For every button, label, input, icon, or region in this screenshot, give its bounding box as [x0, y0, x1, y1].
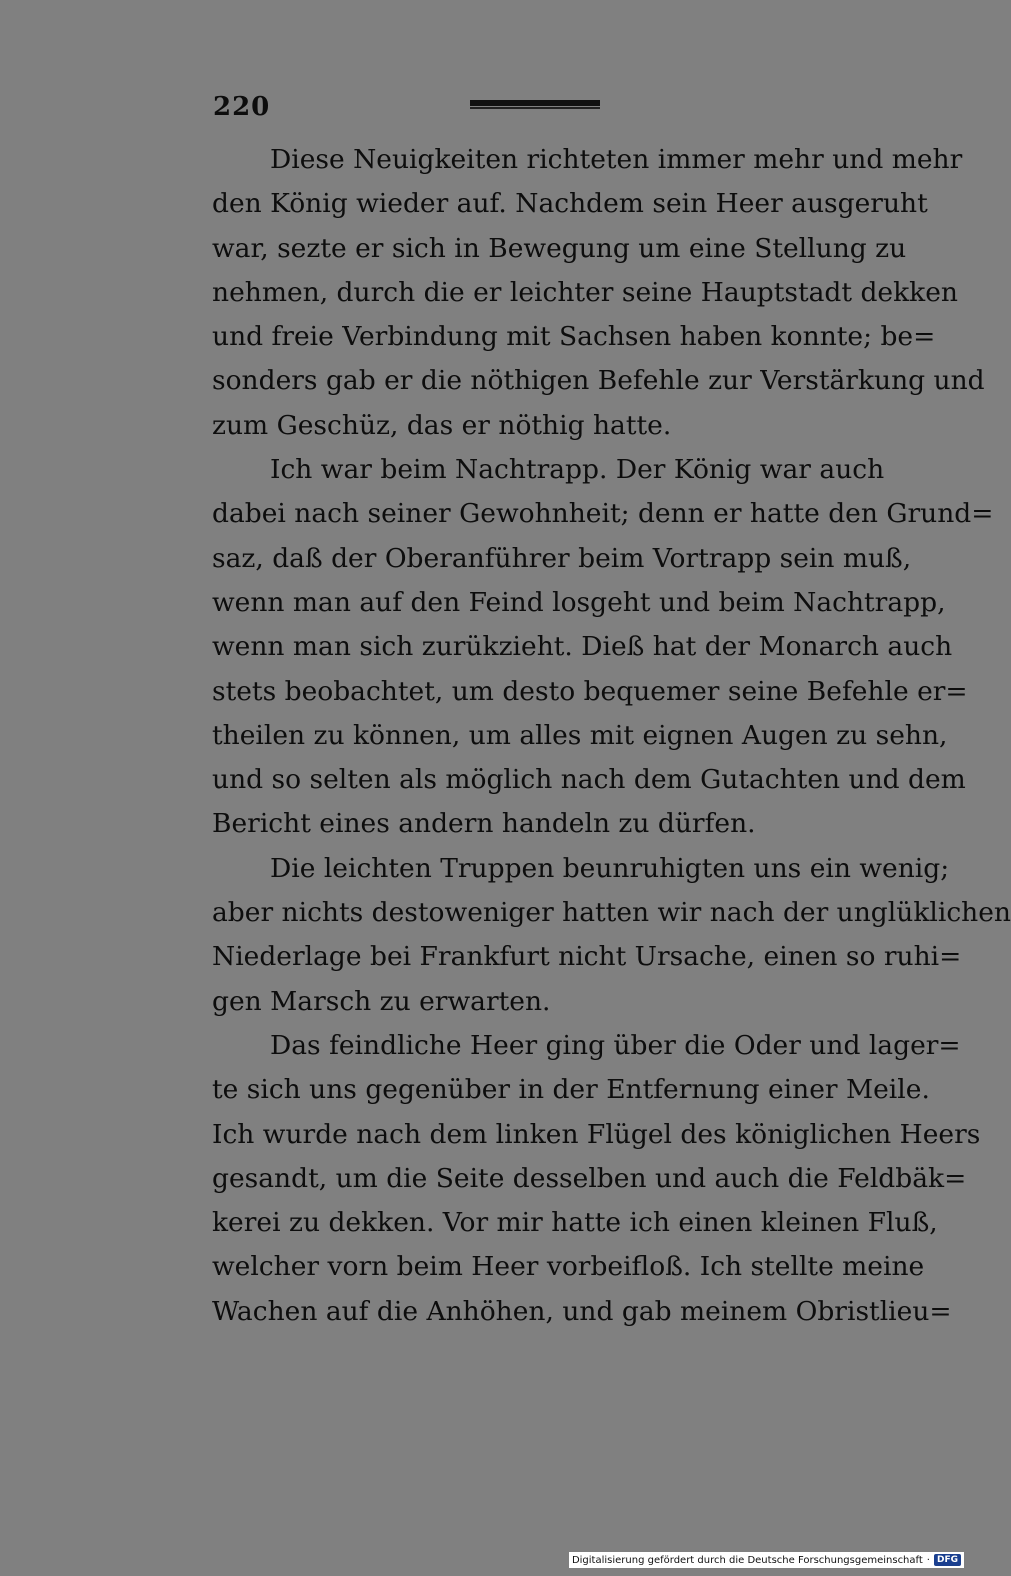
text-line: gesandt, um die Seite desselben und auch die Feldbäk= — [212, 1162, 967, 1194]
text-line: wenn man auf den Feind losgeht und beim Nachtrapp, — [212, 586, 946, 618]
paragraph-1 — [212, 138, 985, 448]
text-line: Wachen auf die Anhöhen, und gab meinem Obristlieu= — [212, 1295, 952, 1327]
text-line: saz, daß der Oberanführer beim Vortrapp sein muß, — [212, 542, 912, 574]
paragraph-2 — [212, 448, 994, 847]
text-line: stets beobachtet, um desto bequemer seine Befehle er= — [212, 675, 968, 707]
text-line: welcher vorn beim Heer vorbeifloß. Ich stellte meine — [212, 1251, 925, 1283]
text-line: Diese Neuigkeiten richteten immer mehr und mehr — [270, 144, 963, 175]
text-line: gen Marsch zu erwarten. — [212, 985, 551, 1017]
header-rule — [470, 100, 600, 106]
text-line: kerei zu dekken. Vor mir hatte ich einen kleinen Fluß, — [212, 1207, 938, 1239]
text-line: Ich wurde nach dem linken Flügel des königlichen Heers — [212, 1118, 981, 1150]
text-line: den König wieder auf. Nachdem sein Heer ausgeruht — [212, 188, 928, 220]
text-line: Bericht eines andern handeln zu dürfen. — [212, 808, 756, 840]
digitization-footer — [569, 1552, 964, 1568]
text-line: nehmen, durch die er leichter seine Hauptstadt dekken — [212, 276, 958, 308]
dfg-logo-icon: DFG — [934, 1554, 961, 1566]
text-line: te sich uns gegenüber in der Entfernung einer Meile. — [212, 1074, 930, 1106]
text-line: Die leichten Truppen beunruhigten uns ein wenig; — [270, 852, 950, 884]
text-line: sonders gab er die nöthigen Befehle zur Verstärkung und — [212, 365, 985, 397]
text-line: theilen zu können, um alles mit eignen Augen zu sehn, — [212, 719, 948, 751]
body-text — [212, 138, 1011, 1334]
text-line: und freie Verbindung mit Sachsen haben konnte; be= — [212, 321, 936, 353]
text-line: Ich war beim Nachtrapp. Der König war auch — [270, 454, 885, 486]
page-number: 220 — [213, 92, 271, 122]
footer-separator: · — [926, 1554, 930, 1566]
text-line: dabei nach seiner Gewohnheit; denn er hatte den Grund= — [212, 498, 994, 530]
paragraph-3 — [212, 847, 1011, 1024]
text-line: aber nichts destoweniger hatten wir nach der unglüklichen — [212, 897, 1011, 929]
paragraph-4 — [212, 1024, 981, 1334]
text-line: zum Geschüz, das er nöthig hatte. — [212, 409, 672, 441]
footer-credit-text: Digitalisierung gefördert durch die Deutsche Forschungsgemeinschaft — [571, 1554, 923, 1566]
text-line: wenn man sich zurükzieht. Dieß hat der Monarch auch — [212, 631, 953, 663]
text-line: war, sezte er sich in Bewegung um eine Stellung zu — [212, 232, 907, 264]
text-line: Das feindliche Heer ging über die Oder und lager= — [270, 1029, 961, 1061]
text-line: und so selten als möglich nach dem Gutachten und dem — [212, 764, 966, 796]
text-line: Niederlage bei Frankfurt nicht Ursache, einen so ruhi= — [212, 941, 962, 973]
